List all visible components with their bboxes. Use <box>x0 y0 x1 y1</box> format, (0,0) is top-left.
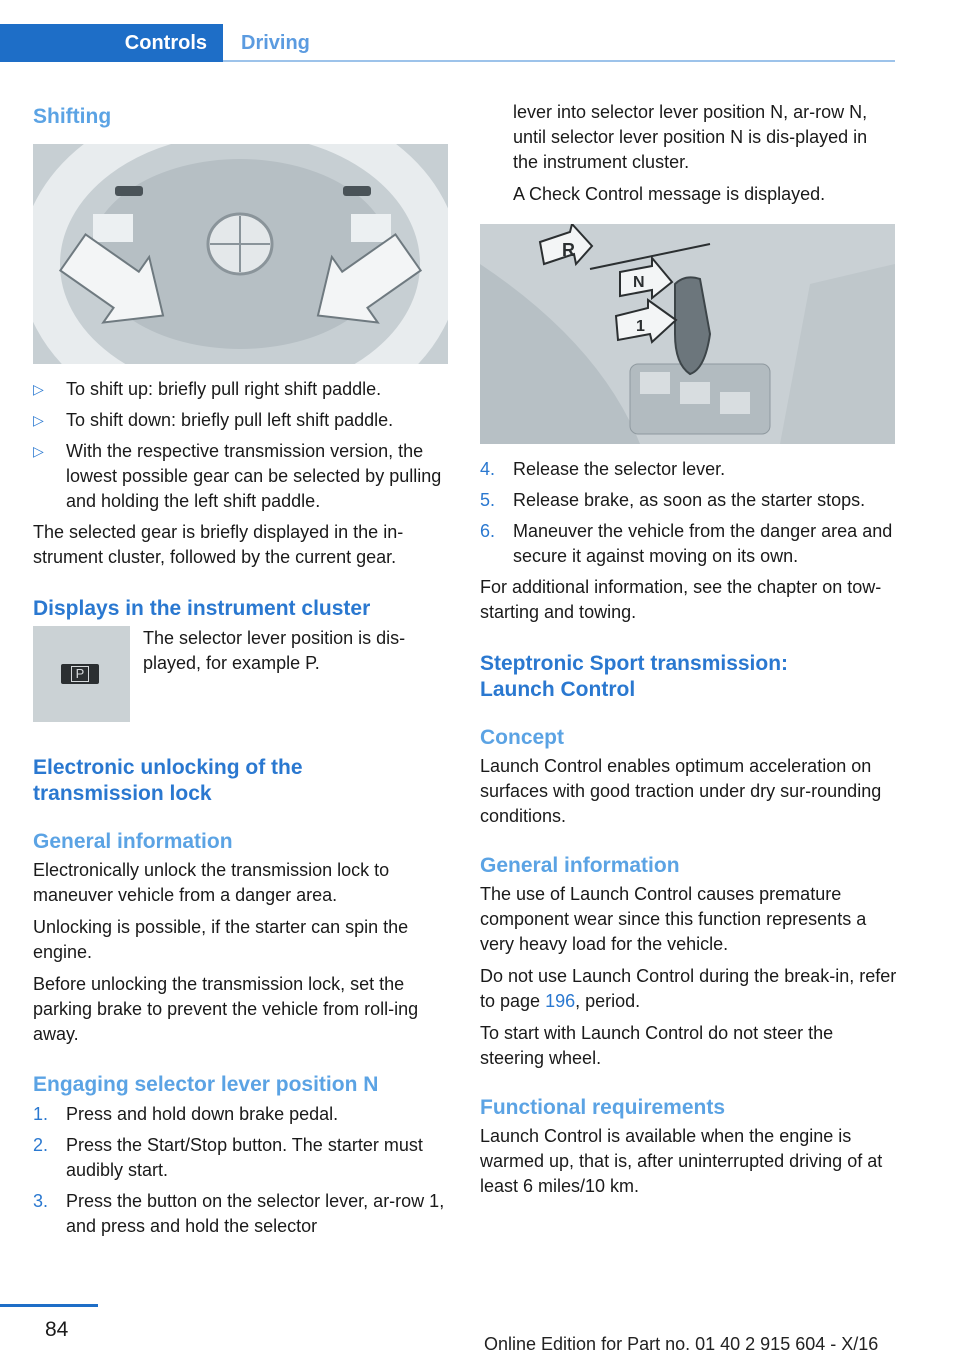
steering-wheel-figure <box>33 144 448 364</box>
continued-step-text: lever into selector lever position N, ar‐row N, until selector lever position N is dis‐played in the instrument cluster. <box>513 102 868 172</box>
display-text: The selector lever position is dis‐played, for example P. <box>143 628 406 673</box>
header-tabs <box>0 24 441 62</box>
triangle-bullet-icon: ▷ <box>33 443 44 459</box>
figure-label-r: R <box>562 240 575 260</box>
paragraph: Launch Control is available when the engine is warmed up, that is, after uninterrupted driving of at least 6 miles/10 km. <box>480 1126 883 1196</box>
gear-display-figure <box>33 626 130 722</box>
selector-lever-illustration <box>480 224 895 444</box>
general-info-heading-right: General information <box>480 854 680 877</box>
functional-requirements-heading: Functional requirements <box>480 1096 726 1119</box>
display-heading: Displays in the instrument cluster <box>33 597 371 620</box>
paragraph: Do not use Launch Control during the break-in, refer to page 196, period. <box>480 966 897 1011</box>
list-item: 3. Press the button on the selector lever, ar‐row 1, and press and hold the selector <box>33 1191 445 1236</box>
tab-controls[interactable]: Controls <box>0 24 223 62</box>
engaging-heading: Engaging selector lever position N <box>33 1073 379 1096</box>
list-item: ▷ With the respective transmission version, the lowest possible gear can be selected by pulling and holding the left shift paddle. <box>33 441 442 511</box>
right-column <box>480 96 897 1199</box>
list-item: 4. Release the selector lever. <box>480 459 726 479</box>
list-item: 5. Release brake, as soon as the starter stops. <box>480 490 866 510</box>
left-column <box>33 96 450 1245</box>
shifting-heading: Shifting <box>33 105 112 128</box>
check-control-text: A Check Control message is displayed. <box>513 184 826 204</box>
engaging-steps <box>33 1102 450 1239</box>
figure-label-n: N <box>633 274 645 291</box>
steering-wheel-illustration <box>33 144 448 364</box>
additional-info: For additional information, see the chapter on tow-starting and towing. <box>480 577 882 622</box>
edition-text: Online Edition for Part no. 01 40 2 915 604 - X/16 <box>484 1334 879 1354</box>
header-rule <box>223 60 895 62</box>
launch-heading: Steptronic Sport transmission: Launch Control <box>480 652 789 701</box>
list-item: 1. Press and hold down brake pedal. <box>33 1104 339 1124</box>
general-info-heading: General information <box>33 830 233 853</box>
paragraph: The use of Launch Control causes premature component wear since this function represents a very heavy load for the vehicle. <box>480 884 867 954</box>
tab-driving[interactable]: Driving <box>241 31 310 54</box>
list-item: 2. Press the Start/Stop button. The starter must audibly start. <box>33 1135 423 1180</box>
list-item: ▷ To shift up: briefly pull right shift paddle. <box>33 377 450 402</box>
footer-rule <box>0 1304 98 1307</box>
selector-lever-figure <box>480 224 895 444</box>
shifting-note: The selected gear is briefly displayed in the in‐strument cluster, followed by the current gear. <box>33 522 404 567</box>
triangle-bullet-icon: ▷ <box>33 412 44 428</box>
paragraph: Before unlocking the transmission lock, set the parking brake to prevent the vehicle from roll‐ing away. <box>33 974 419 1044</box>
display-row <box>33 626 450 726</box>
gear-p-icon: P <box>61 664 99 684</box>
page-196-link[interactable]: 196 <box>545 991 576 1011</box>
shifting-list <box>33 377 450 514</box>
triangle-bullet-icon: ▷ <box>33 381 44 397</box>
list-item: 6. Maneuver the vehicle from the danger area and secure it against moving on its own. <box>480 521 893 566</box>
paragraph: Electronically unlock the transmission lock to maneuver vehicle from a danger area. <box>33 860 390 905</box>
list-item: ▷ To shift down: briefly pull left shift paddle. <box>33 408 450 433</box>
paragraph: Unlocking is possible, if the starter can spin the engine. <box>33 917 409 962</box>
paragraph: Launch Control enables optimum acceleration on surfaces with good traction under dry sur‐rounding conditions. <box>480 756 882 826</box>
figure-label-1: 1 <box>636 318 645 335</box>
unlock-heading: Electronic unlocking of the transmission lock <box>33 756 303 805</box>
paragraph: To start with Launch Control do not steer the steering wheel. <box>480 1023 834 1068</box>
concept-heading: Concept <box>480 726 564 749</box>
release-steps <box>480 457 897 569</box>
page-number: 84 <box>45 1318 69 1341</box>
